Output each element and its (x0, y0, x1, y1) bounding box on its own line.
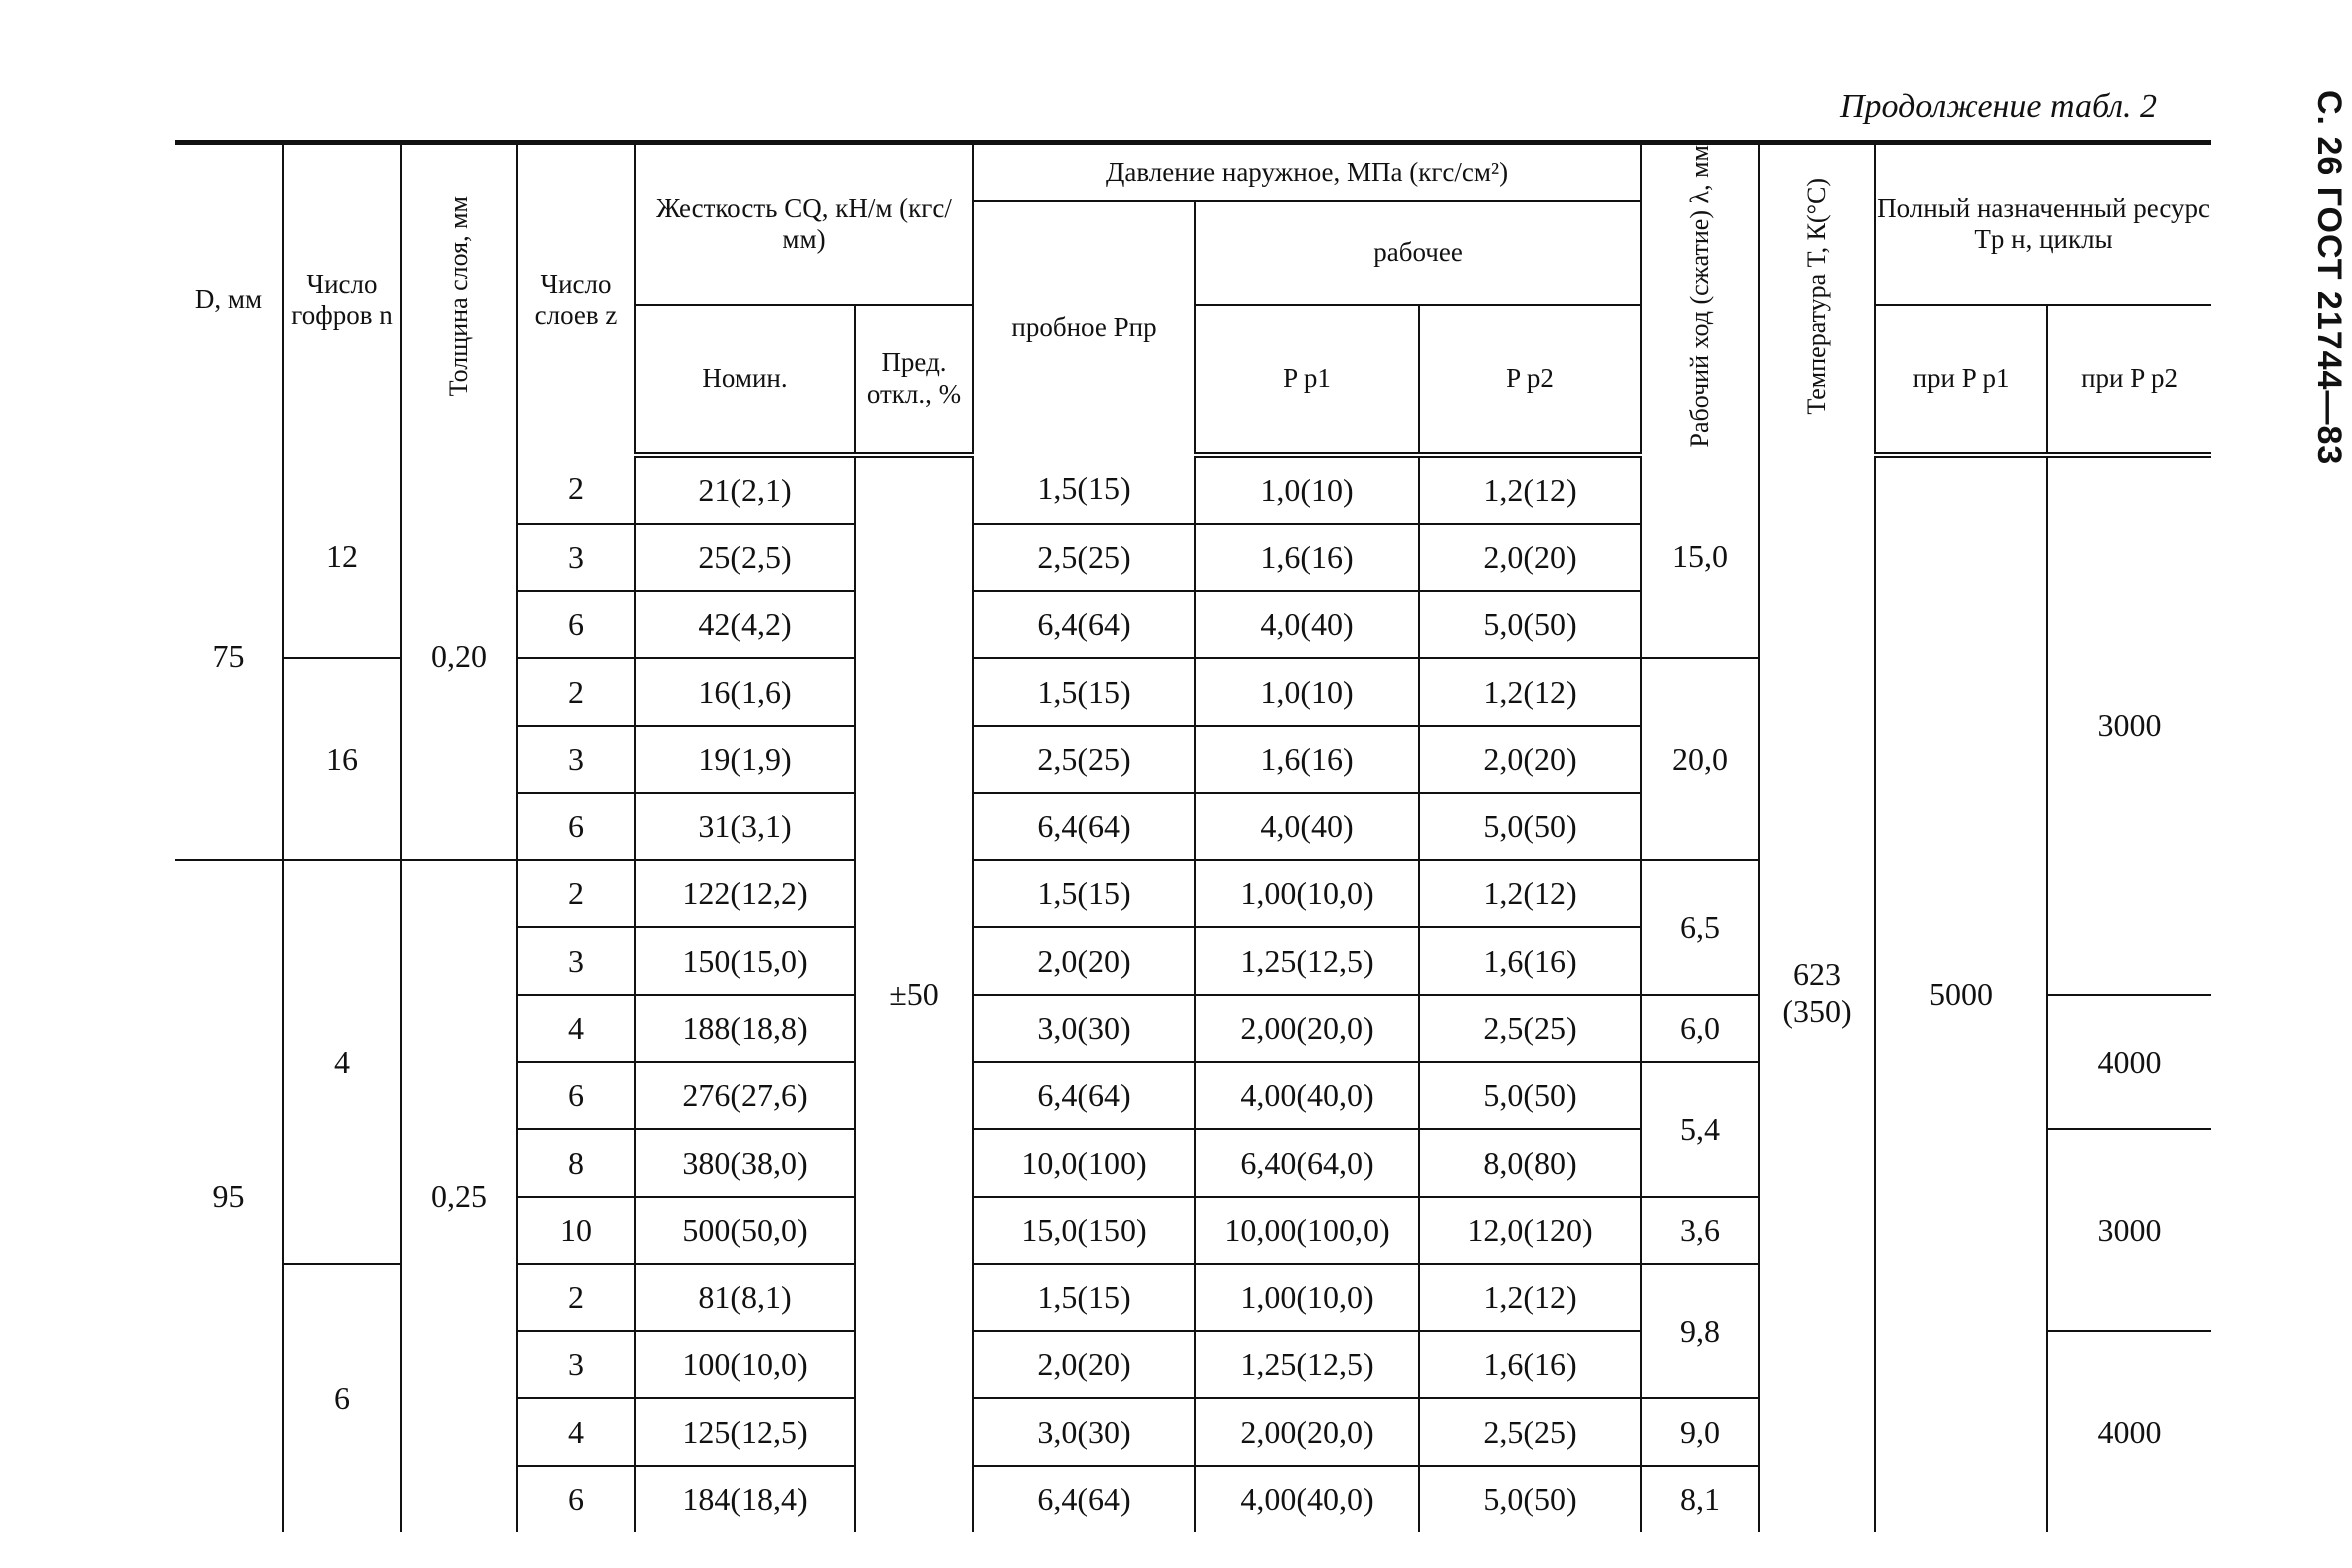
col-header-stiffness: Жесткость CQ, кН/м (кгс/мм) (635, 143, 973, 305)
cell-resource-p1: 5000 (1875, 455, 2047, 1533)
col-header-nominal: Номин. (635, 305, 855, 455)
cell-test-pressure: 10,0(100) (973, 1129, 1195, 1196)
cell-layers: 6 (517, 591, 635, 658)
cell-pp1: 4,0(40) (1195, 793, 1419, 860)
cell-diameter-95: 95 (212, 1178, 245, 1215)
cell-test-pressure: 1,5(15) (973, 1264, 1195, 1331)
cell-thickness-025: 0,25 (401, 860, 517, 1532)
cell-layers: 3 (517, 524, 635, 591)
cell-stiffness-nominal: 122(12,2) (635, 860, 855, 927)
cell-pp1: 1,00(10,0) (1195, 1264, 1419, 1331)
cell-layers: 6 (517, 1466, 635, 1532)
cell-layers: 4 (517, 1398, 635, 1465)
cell-pp2: 5,0(50) (1419, 591, 1641, 658)
col-header-working-stroke (1641, 143, 1759, 455)
cell-stroke: 8,1 (1641, 1466, 1759, 1532)
cell-pp1: 2,00(20,0) (1195, 1398, 1419, 1465)
col-header-layer-thickness (401, 143, 517, 455)
cell-stiffness-nominal: 25(2,5) (635, 524, 855, 591)
cell-stroke: 5,4 (1641, 1062, 1759, 1197)
cell-test-pressure: 3,0(30) (973, 1398, 1195, 1465)
cell-layers: 6 (517, 1062, 635, 1129)
cell-test-pressure: 2,0(20) (973, 1331, 1195, 1398)
cell-pp1: 1,00(10,0) (1195, 860, 1419, 927)
cell-pp1: 1,0(10) (1195, 455, 1419, 524)
cell-pp2: 2,5(25) (1419, 1398, 1641, 1465)
cell-stroke: 9,0 (1641, 1398, 1759, 1465)
layer-thickness-label: Толщина слоя, мм (444, 196, 474, 397)
cell-layers: 2 (517, 658, 635, 725)
cell-test-pressure: 2,0(20) (973, 927, 1195, 994)
col-header-working-pressure: рабочее (1195, 201, 1641, 305)
cell-stroke: 3,6 (1641, 1197, 1759, 1264)
page-number-standard: С. 26 ГОСТ 21744—83 (2310, 90, 2348, 466)
cell-pp1: 6,40(64,0) (1195, 1129, 1419, 1196)
bellows-parameters-table (175, 140, 2211, 1532)
temperature-celsius: (350) (1782, 993, 1852, 1030)
col-header-resource: Полный назначенный ресурс Tр н, циклы (1875, 143, 2211, 305)
cell-pp2: 1,6(16) (1419, 927, 1641, 994)
cell-stiffness-nominal: 42(4,2) (635, 591, 855, 658)
page-side-label (2300, 90, 2352, 510)
cell-test-pressure: 6,4(64) (973, 1466, 1195, 1532)
table-continuation-caption: Продолжение табл. 2 (1840, 88, 2158, 125)
cell-stiffness-nominal: 21(2,1) (635, 455, 855, 524)
cell-stiffness-nominal: 380(38,0) (635, 1129, 855, 1196)
cell-corrugations-12: 12 (283, 455, 401, 659)
cell-test-pressure: 1,5(15) (973, 860, 1195, 927)
cell-pp2: 2,5(25) (1419, 995, 1641, 1062)
cell-corrugations-4: 4 (283, 860, 401, 1264)
cell-corrugations-16: 16 (283, 658, 401, 860)
cell-stiffness-nominal: 19(1,9) (635, 726, 855, 793)
col-header-temperature (1759, 143, 1875, 455)
cell-corrugations-6: 6 (283, 1264, 401, 1532)
cell-test-pressure: 1,5(15) (973, 455, 1195, 524)
cell-pp1: 1,25(12,5) (1195, 927, 1419, 994)
cell-temperature (1759, 455, 1875, 1533)
cell-layers: 2 (517, 455, 635, 524)
cell-layers: 3 (517, 927, 635, 994)
cell-resource-p2: 4000 (2047, 1331, 2211, 1532)
cell-pp1: 4,0(40) (1195, 591, 1419, 658)
col-header-layers: Число слоев z (517, 143, 635, 455)
cell-pp1: 1,25(12,5) (1195, 1331, 1419, 1398)
working-stroke-label: Рабочий ход (сжатие) λ, мм (1685, 145, 1715, 448)
cell-layers: 8 (517, 1129, 635, 1196)
cell-stiffness-nominal: 81(8,1) (635, 1264, 855, 1331)
col-header-pp1: P p1 (1195, 305, 1419, 455)
cell-stroke: 6,5 (1641, 860, 1759, 995)
cell-test-pressure: 1,5(15) (973, 658, 1195, 725)
cell-pp1: 1,0(10) (1195, 658, 1419, 725)
cell-pp2: 1,2(12) (1419, 1264, 1641, 1331)
cell-test-pressure: 6,4(64) (973, 1062, 1195, 1129)
cell-pp2: 5,0(50) (1419, 1466, 1641, 1532)
col-header-resource-p2: при P p2 (2047, 305, 2211, 455)
cell-pp2: 12,0(120) (1419, 1197, 1641, 1264)
cell-pp2: 1,2(12) (1419, 860, 1641, 927)
cell-stiffness-nominal: 125(12,5) (635, 1398, 855, 1465)
cell-stiffness-nominal: 31(3,1) (635, 793, 855, 860)
col-header-diameter: D, мм (194, 284, 263, 315)
col-header-tolerance: Пред. откл., % (855, 305, 973, 455)
cell-pp2: 2,0(20) (1419, 726, 1641, 793)
cell-pp1: 2,00(20,0) (1195, 995, 1419, 1062)
cell-test-pressure: 2,5(25) (973, 726, 1195, 793)
cell-diameter-75: 75 (175, 455, 283, 861)
cell-pp2: 8,0(80) (1419, 1129, 1641, 1196)
cell-test-pressure: 2,5(25) (973, 524, 1195, 591)
cell-resource-p2: 3000 (2047, 1129, 2211, 1331)
cell-stroke: 15,0 (1641, 455, 1759, 659)
cell-stiffness-tolerance: ±50 (855, 455, 973, 1533)
cell-layers: 4 (517, 995, 635, 1062)
cell-stroke: 20,0 (1641, 658, 1759, 860)
cell-test-pressure: 15,0(150) (973, 1197, 1195, 1264)
cell-pp2: 1,6(16) (1419, 1331, 1641, 1398)
cell-thickness-020: 0,20 (401, 455, 517, 861)
cell-test-pressure: 3,0(30) (973, 995, 1195, 1062)
cell-stiffness-nominal: 16(1,6) (635, 658, 855, 725)
cell-pp1: 4,00(40,0) (1195, 1062, 1419, 1129)
cell-pp2: 1,2(12) (1419, 658, 1641, 725)
cell-layers: 10 (517, 1197, 635, 1264)
col-header-corrugations: Число гофров n (283, 143, 401, 455)
cell-stiffness-nominal: 184(18,4) (635, 1466, 855, 1532)
cell-test-pressure: 6,4(64) (973, 793, 1195, 860)
cell-layers: 6 (517, 793, 635, 860)
temperature-label: Температура T, К(°С) (1802, 177, 1832, 415)
col-header-pp2: P p2 (1419, 305, 1641, 455)
cell-pp2: 5,0(50) (1419, 1062, 1641, 1129)
cell-resource-p2: 3000 (2047, 455, 2211, 995)
cell-pp1: 4,00(40,0) (1195, 1466, 1419, 1532)
cell-pp2: 5,0(50) (1419, 793, 1641, 860)
cell-layers: 2 (517, 1264, 635, 1331)
col-header-resource-p1: при P p1 (1875, 305, 2047, 455)
cell-stiffness-nominal: 150(15,0) (635, 927, 855, 994)
cell-stroke: 9,8 (1641, 1264, 1759, 1399)
cell-resource-p2: 4000 (2047, 995, 2211, 1130)
cell-layers: 2 (517, 860, 635, 927)
cell-stiffness-nominal: 100(10,0) (635, 1331, 855, 1398)
cell-layers: 3 (517, 726, 635, 793)
cell-stiffness-nominal: 276(27,6) (635, 1062, 855, 1129)
col-header-external-pressure: Давление наружное, МПа (кгс/см²) (973, 143, 1641, 201)
cell-pp1: 1,6(16) (1195, 726, 1419, 793)
cell-layers: 3 (517, 1331, 635, 1398)
cell-stiffness-nominal: 500(50,0) (635, 1197, 855, 1264)
cell-pp2: 2,0(20) (1419, 524, 1641, 591)
cell-pp1: 10,00(100,0) (1195, 1197, 1419, 1264)
cell-pp1: 1,6(16) (1195, 524, 1419, 591)
cell-pp2: 1,2(12) (1419, 455, 1641, 524)
cell-stroke: 6,0 (1641, 995, 1759, 1062)
cell-test-pressure: 6,4(64) (973, 591, 1195, 658)
cell-stiffness-nominal: 188(18,8) (635, 995, 855, 1062)
col-header-test-pressure: пробное Pпр (973, 201, 1195, 455)
temperature-kelvin: 623 (1793, 956, 1842, 993)
